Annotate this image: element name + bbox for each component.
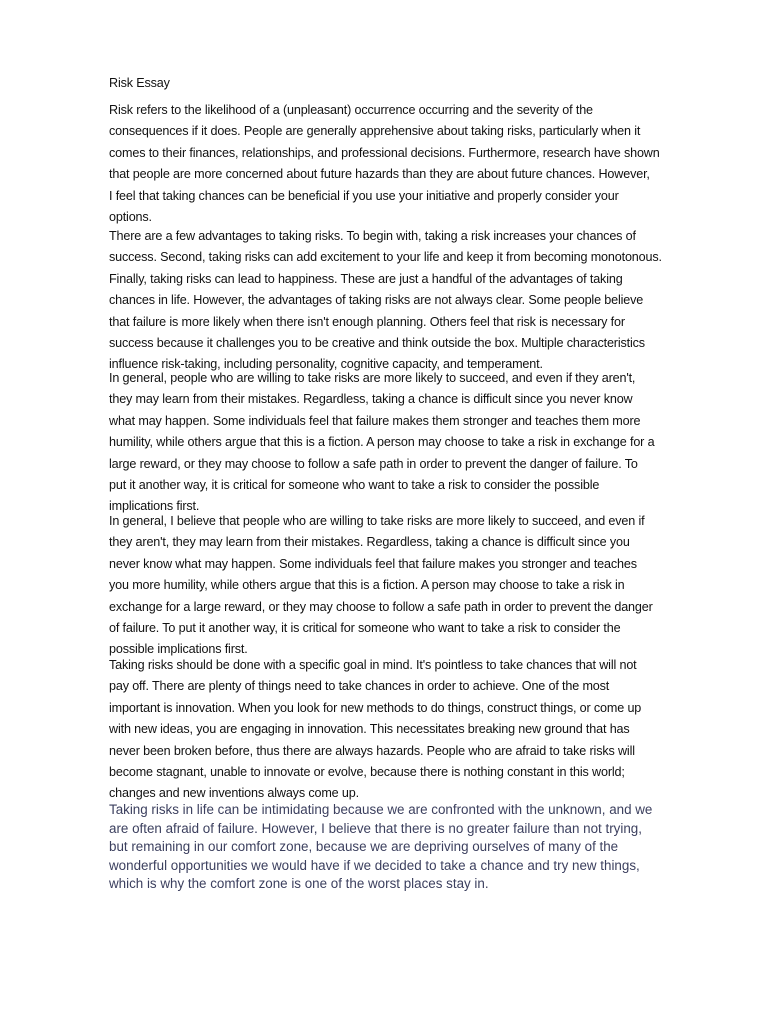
paragraph-4-line: you more humility, while others argue that this is a fiction. A person may choose to take a risk in [109,578,625,593]
paragraph-2-line: chances in life. However, the advantages of taking risks are not always clear. Some people believe [109,293,644,308]
paragraph-2-line: There are a few advantages to taking risks. To begin with, taking a risk increases your chances of [109,229,636,243]
paragraph-2-line: success. Second, taking risks can add excitement to your life and keep it from becoming monotonous. [109,250,662,265]
paragraph-1-line: that people are more concerned about future hazards than they are about future chances. However, [109,167,650,182]
closing-paragraph-line: but remaining in our comfort zone, because we are depriving ourselves of many of the [109,839,619,855]
paragraph-2-line: that failure is more likely when there isn't enough planning. Others feel that risk is necessary for [109,314,625,329]
paragraph-3-line: put it another way, it is critical for someone who want to take a risk to consider the possible [109,478,600,492]
paragraph-5-line: with new ideas, you are engaging in innovation. This necessitates breaking new ground that has [109,722,630,737]
paragraph-2-line: success because it challenges you to be creative and think outside the box. Multiple characteristics [109,336,645,350]
closing-paragraph-line: are often afraid of failure. However, I believe that there is no greater failure than not trying, [109,820,642,836]
paragraph-3-line: humility, while others argue that this is a fiction. A person may choose to take a risk in exchange for a [109,435,655,450]
paragraph-3-line: large reward, or they may choose to follow a safe path in order to prevent the danger of failure. To [109,456,638,471]
paragraph-5-line: Taking risks should be done with a specific goal in mind. It's pointless to take chances that will not [109,658,637,672]
paragraph-1-line: Risk refers to the likelihood of a (unpleasant) occurrence occurring and the severity of the [109,103,593,117]
paragraph-4-line: In general, I believe that people who are willing to take risks are more likely to succeed, and even if [109,514,645,528]
closing-paragraph-line: wonderful opportunities we would have if we decided to take a chance and try new things, [109,857,640,873]
paragraph-4-line: exchange for a large reward, or they may choose to follow a safe path in order to prevent the danger [109,599,653,614]
paragraph-3-line: In general, people who are willing to take risks are more likely to succeed, and even if they aren't, [109,371,636,385]
closing-paragraph-line: which is why the comfort zone is one of the worst places stay in. [109,876,489,892]
paragraph-4-line: of failure. To put it another way, it is critical for someone who want to take a risk to consider the [109,621,621,635]
paragraph-5-line: become stagnant, unable to innovate or evolve, because there is nothing constant in this world; [109,765,625,779]
paragraph-5-line: important is innovation. When you look for new methods to do things, construct things, or come up [109,700,642,715]
paragraph-2-line: Finally, taking risks can lead to happiness. These are just a handful of the advantages of taking [109,271,623,286]
paragraph-1-line: comes to their finances, relationships, and professional decisions. Furthermore, research have shown [109,145,660,160]
paragraph-5-line: never been broken before, thus there are always hazards. People who are afraid to take risks will [109,743,635,758]
paragraph-4-line: they aren't, they may learn from their mistakes. Regardless, taking a chance is difficult since you [109,535,630,550]
paragraph-5-line: changes and new inventions always come up. [109,786,359,801]
paragraph-3-line: what may happen. Some individuals feel that failure makes them stronger and teaches them more [109,413,641,428]
paragraph-2-line: influence risk-taking, including personality, cognitive capacity, and temperament. [109,357,543,372]
paragraph-3-line: implications first. [109,499,200,514]
paragraph-1-line: I feel that taking chances can be beneficial if you use your initiative and properly consider your [109,188,619,203]
paragraph-3-line: they may learn from their mistakes. Regardless, taking a chance is difficult since you never know [109,392,633,407]
paragraph-1-line: options. [109,210,152,224]
paragraph-4-line: possible implications first. [109,642,248,657]
paragraph-4-line: never know what may happen. Some individuals feel that failure makes you stronger and teaches [109,556,637,571]
closing-paragraph-line: Taking risks in life can be intimidating because we are confronted with the unknown, and we [109,802,653,817]
essay-title: Risk Essay [109,76,170,90]
paragraph-5-line: pay off. There are plenty of things need to take chances in order to achieve. One of the most [109,679,610,694]
paragraph-1-line: consequences if it does. People are generally apprehensive about taking risks, particularly when it [109,124,641,139]
